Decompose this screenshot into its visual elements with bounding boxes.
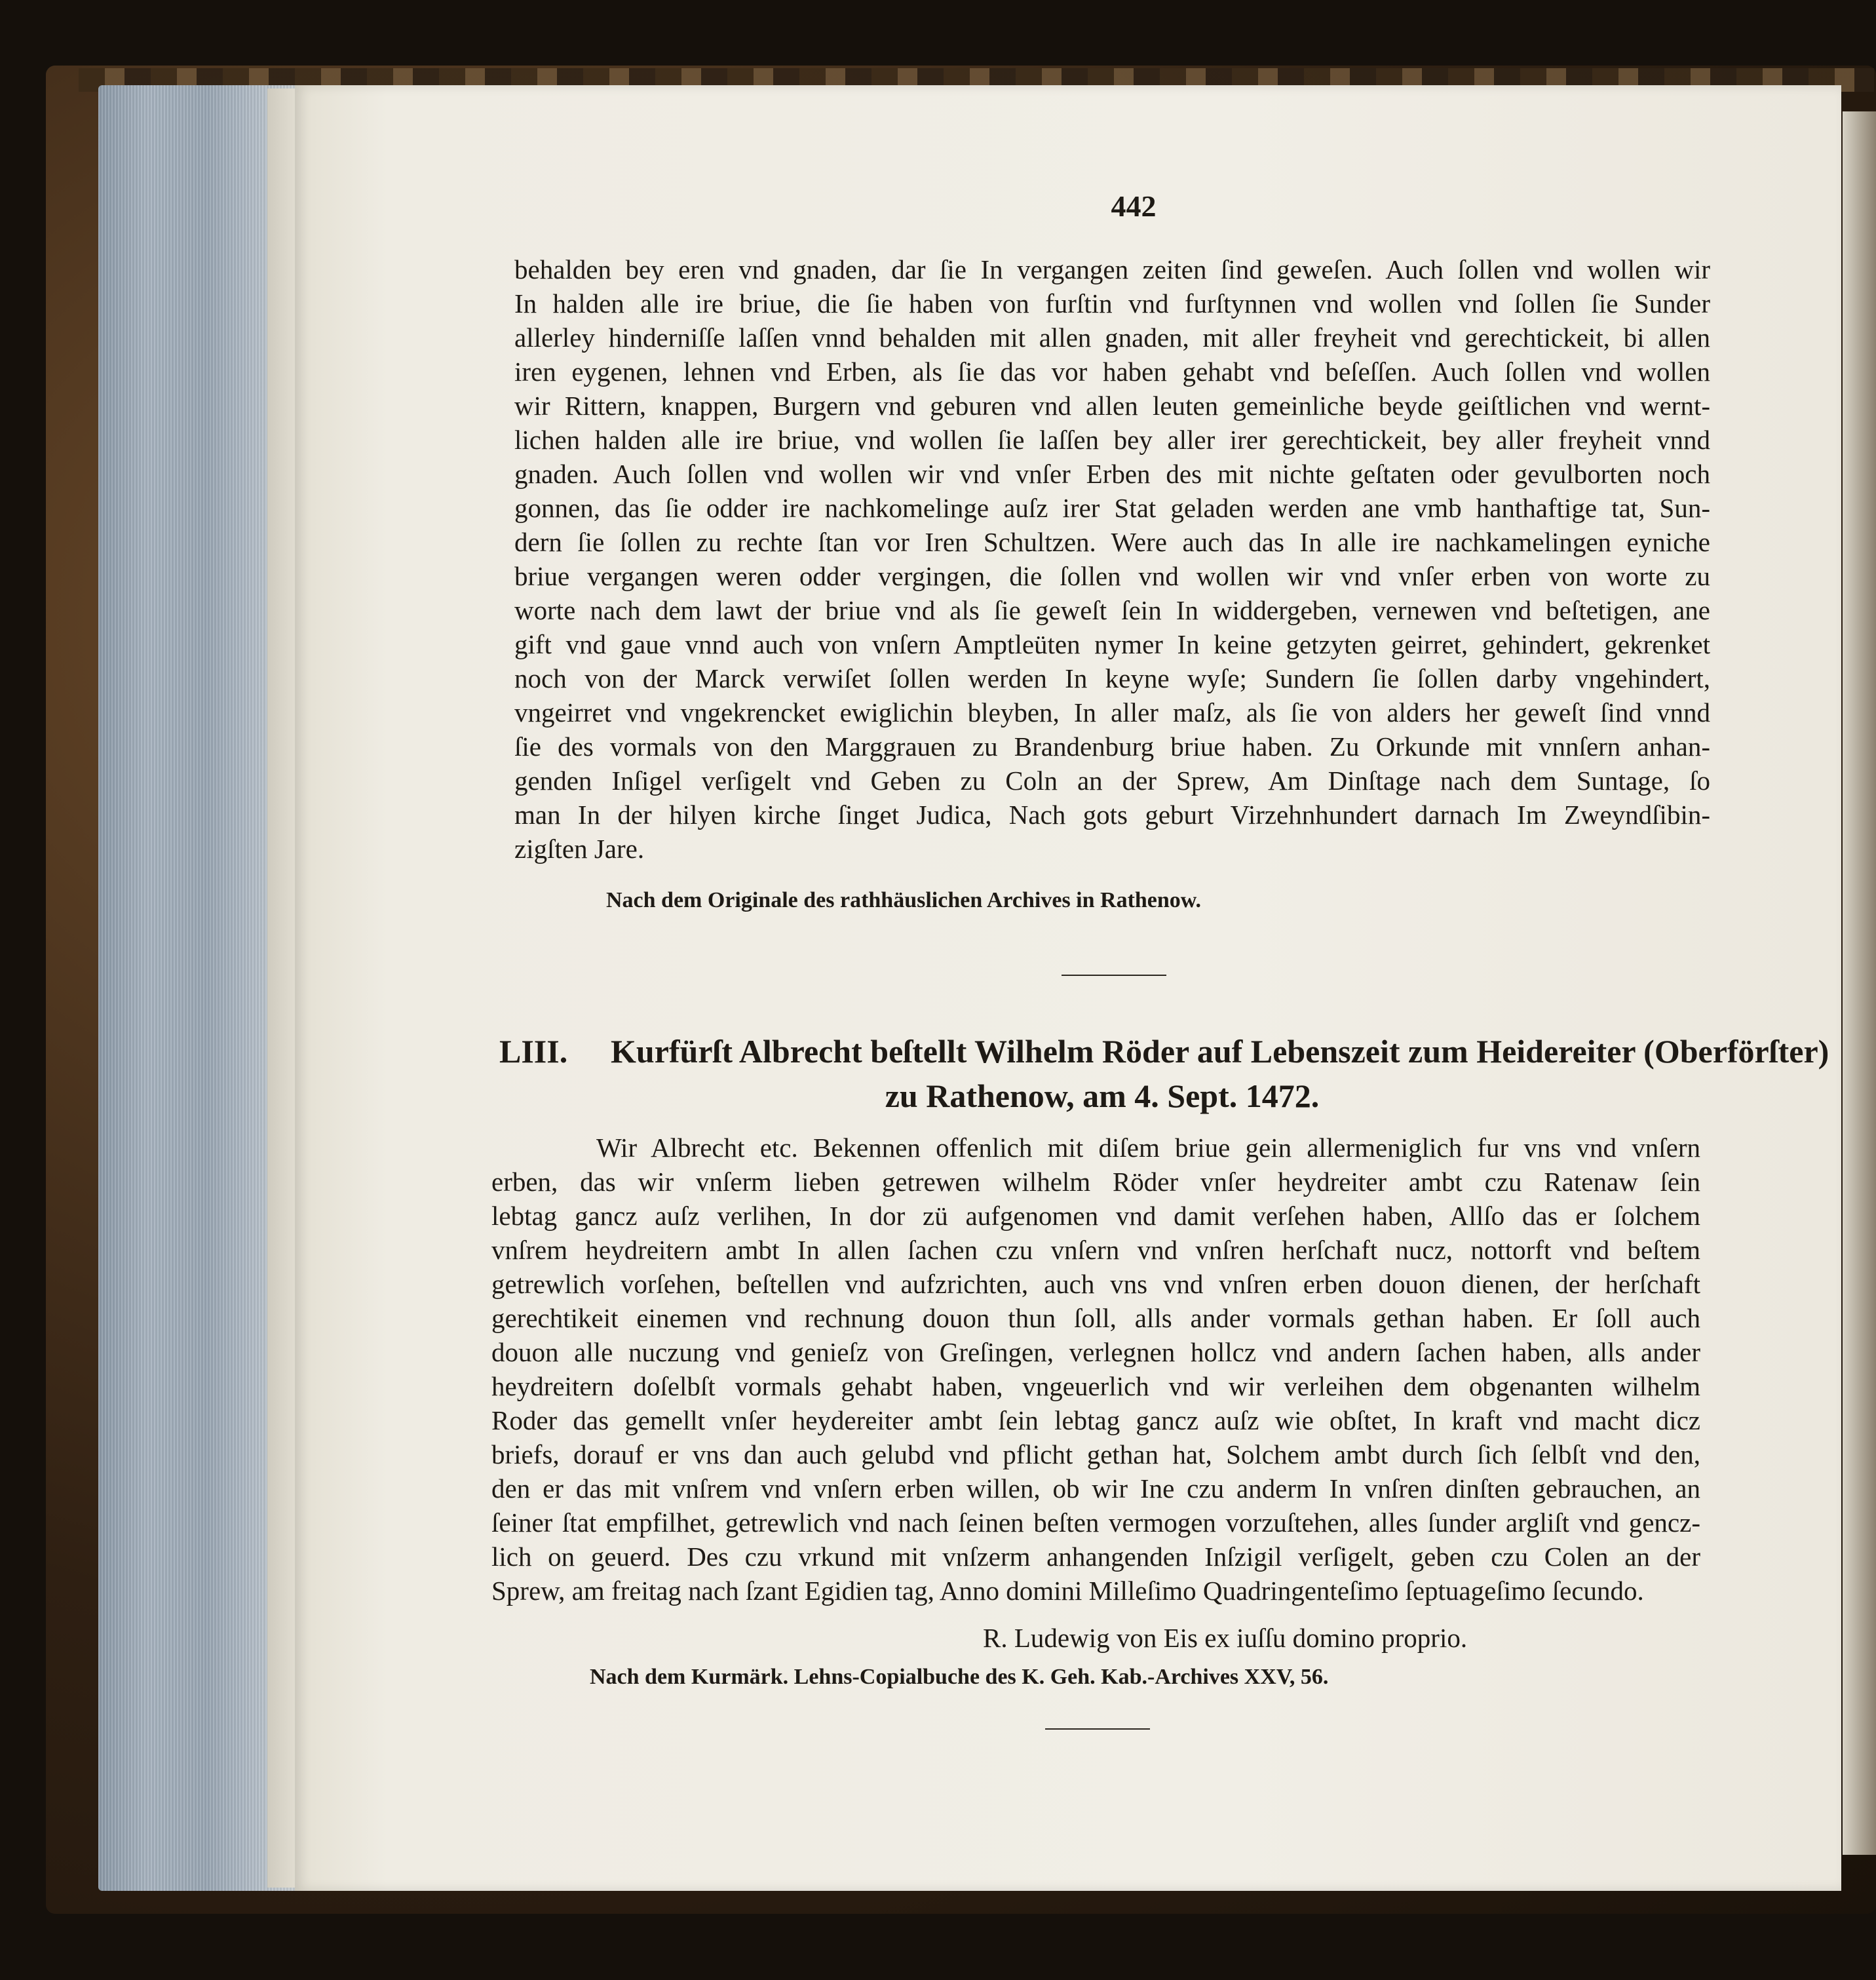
text-line: noch von der Marck verwiſet ſollen werden In keyne wyſe; Sundern ſie ſollen darby vngehindert, xyxy=(514,663,1710,693)
document-number: LIII. xyxy=(499,1033,568,1070)
text-line: heydreitern doſelbſt vormals gehabt haben, vngeuerlich vnd wir verleihen dem obgenanten wilhelm xyxy=(491,1371,1700,1401)
text-line: getrewlich vorſehen, beſtellen vnd aufzrichten, auch vns vnd vnſren erben douon dienen, der herſchaft xyxy=(491,1269,1700,1299)
separator-rule-2 xyxy=(1045,1728,1150,1730)
text-line: vngeirret vnd vngekrencket ewiglichin bleyben, In aller maſz, als ſie von alders her geweſt ſind vnnd xyxy=(514,697,1710,728)
source-note-2: Nach dem Kurmärk. Lehns-Copialbuche des K. Geh. Kab.-Archives XXV, 56. xyxy=(590,1665,1329,1689)
page-block-edge xyxy=(98,85,295,1891)
text-line: gift vnd gaue vnnd auch von vnſern Amptleüten nymer In keine getzyten geirret, gehindert, gekrenket xyxy=(514,629,1710,659)
source-note-1: Nach dem Originale des rathhäuslichen Archives in Rathenow. xyxy=(606,888,1201,912)
text-line: vnſrem heydreitern ambt In allen ſachen czu vnſern vnd vnſren herſchaft nucz, nottorft vnd beſtem xyxy=(491,1235,1700,1265)
text-line: allerley hinderniſſe laſſen vnnd behalden mit allen gnaden, mit aller freyheit vnd gerechtickeit, bi allen xyxy=(514,322,1710,353)
document-title-line-2: zu Rathenow, am 4. Sept. 1472. xyxy=(885,1077,1320,1114)
text-line: den er das mit vnſrem vnd vnſern erben willen, ob wir Ine czu anderm In vnſren dinſten gebrauchen, an xyxy=(491,1473,1700,1504)
text-line: behalden bey eren vnd gnaden, dar ſie In vergangen zeiten ſind geweſen. Auch ſollen vnd wollen wir xyxy=(514,254,1710,284)
text-line: douon alle nuczung vnd genieſz von Greſingen, verlegnen hollcz vnd andern ſachen haben, alls ander xyxy=(491,1337,1700,1367)
document-heading xyxy=(499,1029,1829,1118)
text-line: Roder das gemellt vnſer heydereiter ambt ſein lebtag gancz auſz wie obſtet, In kraft vnd macht dicz xyxy=(491,1405,1700,1435)
text-line: man In der hilyen kirche ſinget Judica, Nach gots geburt Virzehnhundert darnach Im Zweyndſibin- xyxy=(514,800,1710,830)
text-line: genden Inſigel verſigelt vnd Geben zu Coln an der Sprew, Am Dinſtage nach dem Suntage, ſo xyxy=(514,766,1710,796)
document-title-line-1: Kurfürſt Albrecht beſtellt Wilhelm Röder auf Lebenszeit zum Heidereiter (Oberförſter) xyxy=(611,1033,1829,1070)
signature-line: R. Ludewig von Eis ex iuſſu domino proprio. xyxy=(983,1623,1468,1653)
text-line: ſie des vormals von den Marggrauen zu Brandenburg briue haben. Zu Orkunde mit vnnſern anhan- xyxy=(514,731,1710,762)
text-line: iren eygenen, lehnen vnd Erben, als ſie das vor haben gehabt vnd beſeſſen. Auch ſollen vnd wollen xyxy=(514,357,1710,387)
text-line: dern ſie ſollen zu rechte ſtan vor Iren Schultzen. Were auch das In alle ire nachkamelingen eyniche xyxy=(514,527,1710,557)
text-line: lebtag gancz auſz verlihen, In dor zü aufgenomen vnd damit verſehen haben, Allſo das er ſolchem xyxy=(491,1201,1700,1231)
document-body xyxy=(491,1131,1700,1608)
text-line: gerechtikeit einemen vnd rechnung douon thun ſoll, alls ander vormals gethan haben. Er ſoll auch xyxy=(491,1303,1700,1333)
text-line: briue vergangen weren odder vergingen, die ſollen vnd wollen wir vnd vnſer erben von worte zu xyxy=(514,561,1710,591)
text-line: worte nach dem lawt der briue vnd als ſie geweſt ſein In widdergeben, vernewen vnd beſtetigen, ane xyxy=(514,595,1710,625)
text-line: zigſten Jare. xyxy=(514,834,645,864)
text-line: In halden alle ire briue, die ſie haben von furſtin vnd furſtynnen vnd wollen vnd ſollen ſie Sunder xyxy=(514,288,1710,319)
document-body-continued xyxy=(514,252,1710,866)
text-line: Sprew, am freitag nach ſzant Egidien tag, Anno domini Milleſimo Quadringenteſimo ſeptuageſimo ſecundo. xyxy=(491,1576,1644,1606)
text-line: gnaden. Auch ſollen vnd wollen wir vnd vnſer Erben des mit nichte geſtaten oder gevulborten noch xyxy=(514,459,1710,489)
text-line: Wir Albrecht etc. Bekennen offenlich mit diſem briue gein allermeniglich fur vns vnd vnſern xyxy=(596,1133,1700,1163)
text-line: gonnen, das ſie odder ire nachkomelinge auſz irer Stat geladen werden ane vmb hanthaftige tat, Sun- xyxy=(514,493,1710,523)
text-line: erben, das wir vnſerm lieben getrewen wilhelm Röder vnſer heydreiter ambt czu Ratenaw ſein xyxy=(491,1167,1700,1197)
text-line: lich on geuerd. Des czu vrkund mit vnſzerm anhangenden Inſzigil verſigelt, geben czu Colen an der xyxy=(491,1542,1700,1572)
text-line: ſeiner ſtat empfilhet, getrewlich vnd nach ſeinen beſten vermogen vorzuſtehen, alles ſunder argliſt vnd gencz- xyxy=(491,1507,1700,1538)
facing-page-edge xyxy=(1843,111,1876,1855)
text-line: lichen halden alle ire briue, vnd wollen ſie laſſen bey aller irer gerechtickeit, bey aller freyheit vnnd xyxy=(514,425,1710,455)
text-line: wir Rittern, knappen, Burgern vnd geburen vnd allen leuten gemeinliche beyde geiſtlichen vnd wernt- xyxy=(514,391,1710,421)
separator-rule-1 xyxy=(1062,975,1166,976)
page-number: 442 xyxy=(1111,189,1157,223)
text-line: briefs, dorauf er vns dan auch gelubd vnd pflicht gethan hat, Solchem ambt durch ſich ſelbſt vnd den, xyxy=(491,1439,1700,1469)
